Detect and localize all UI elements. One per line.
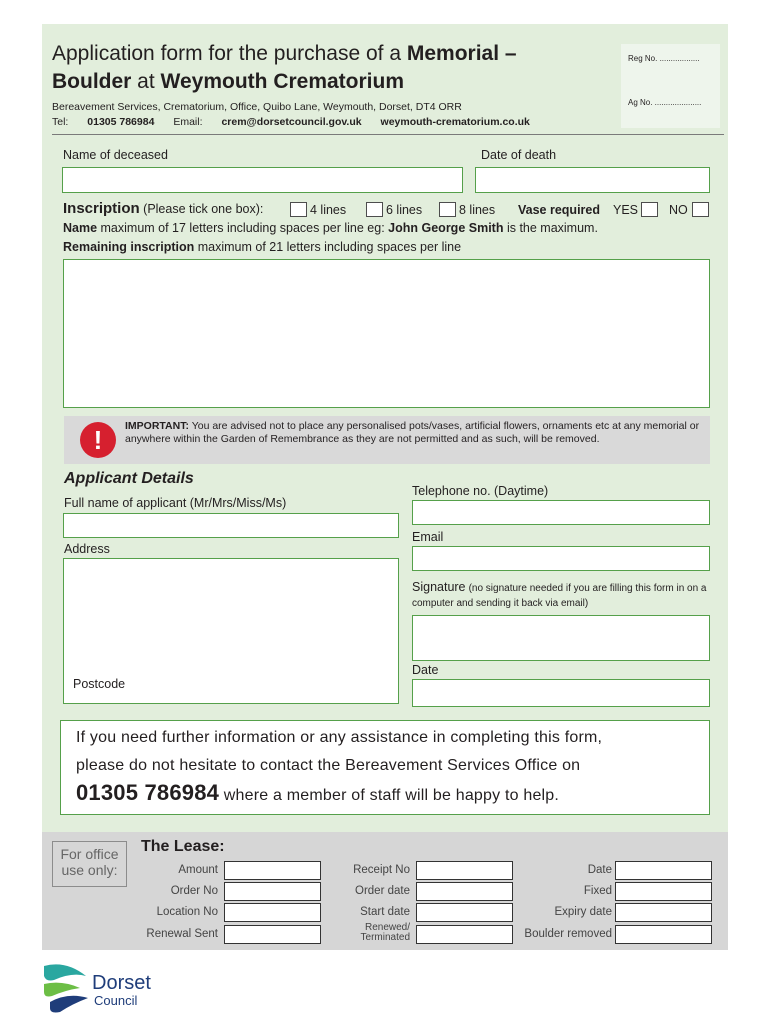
email-field[interactable]	[412, 546, 710, 571]
help-phone: 01305 786984	[76, 780, 220, 805]
order-date-label: Order date	[355, 885, 410, 897]
alert-icon: !	[80, 422, 116, 458]
help-line-1: If you need further information or any assistance in completing this form,	[76, 729, 603, 746]
inscription-textarea[interactable]	[63, 259, 710, 408]
renewal-sent-label: Renewal Sent	[146, 928, 218, 940]
renewed-terminated-field[interactable]	[416, 925, 513, 944]
logo-name: Dorset	[92, 972, 151, 994]
logo-sub: Council	[94, 993, 138, 1008]
order-date-field[interactable]	[416, 882, 513, 901]
boulder-removed-label: Boulder removed	[524, 928, 612, 940]
date-label: Date	[412, 663, 439, 677]
office-use-tag: For office use only:	[52, 841, 127, 887]
important-text: IMPORTANT: You are advised not to place any personalised pots/vases, artificial flowers, ornaments etc at any memorial or anywhere within the Garden of Remembrance as they are not permitted and as such, will be removed.	[125, 420, 700, 445]
fixed-label: Fixed	[583, 885, 612, 897]
option-4-lines-label: 4 lines	[310, 203, 347, 217]
address-label: Address	[64, 542, 110, 556]
location-no-label: Location No	[156, 906, 218, 918]
expiry-date-label: Expiry date	[554, 906, 612, 918]
checkbox-8-lines[interactable]	[439, 202, 456, 217]
vase-no-label: NO	[669, 203, 688, 217]
start-date-label: Start date	[360, 906, 410, 918]
postcode-label: Postcode	[73, 677, 126, 691]
reference-box	[621, 44, 720, 128]
email-link[interactable]: crem@dorsetcouncil.gov.uk	[221, 116, 362, 128]
boulder-removed-field[interactable]	[615, 925, 712, 944]
fixed-field[interactable]	[615, 882, 712, 901]
signature-field[interactable]	[412, 615, 710, 661]
expiry-date-field[interactable]	[615, 903, 712, 922]
option-8-lines-label: 8 lines	[459, 203, 496, 217]
office-address: Bereavement Services, Crematorium, Office, Quibo Lane, Weymouth, Dorset, DT4 ORR	[52, 101, 462, 113]
amount-label: Amount	[178, 864, 218, 876]
office-date-label: Date	[587, 864, 612, 876]
vase-required-label: Vase required	[518, 203, 600, 217]
inscription-heading: Inscription (Please tick one box):	[63, 200, 264, 217]
full-name-label: Full name of applicant (Mr/Mrs/Miss/Ms)	[64, 496, 287, 510]
checkbox-vase-yes[interactable]	[641, 202, 658, 217]
receipt-no-label: Receipt No	[353, 864, 410, 876]
vase-yes-label: YES	[613, 203, 639, 217]
lease-heading: The Lease:	[141, 838, 225, 855]
office-date-field[interactable]	[615, 861, 712, 880]
checkbox-vase-no[interactable]	[692, 202, 709, 217]
help-box	[60, 720, 710, 815]
form-title: Application form for the purchase of a Memorial – Boulder at Weymouth Crematorium	[52, 42, 517, 93]
deceased-name-label: Name of deceased	[63, 148, 168, 162]
applicant-heading: Applicant Details	[64, 470, 194, 487]
renewed-terminated-label: Renewed/ Terminated	[360, 922, 410, 943]
location-no-field[interactable]	[224, 903, 321, 922]
divider	[52, 134, 724, 135]
renewal-sent-field[interactable]	[224, 925, 321, 944]
amount-field[interactable]	[224, 861, 321, 880]
help-line-2: please do not hesitate to contact the Bereavement Services Office on	[76, 757, 581, 774]
full-name-field[interactable]	[63, 513, 399, 538]
order-no-field[interactable]	[224, 882, 321, 901]
contact-line: Tel: 01305 786984 Email: crem@dorsetcouncil.gov.uk weymouth-crematorium.co.uk	[52, 116, 530, 128]
signature-label: Signature (no signature needed if you are filling this form in on a computer and sending it back via email)	[412, 580, 707, 609]
receipt-no-field[interactable]	[416, 861, 513, 880]
date-field[interactable]	[412, 679, 710, 707]
option-6-lines-label: 6 lines	[386, 203, 423, 217]
order-no-label: Order No	[170, 885, 218, 897]
name-rule-text: Name maximum of 17 letters including spaces per line eg: John George Smith is the maximum.	[63, 221, 598, 235]
phone-number: 01305 786984	[87, 116, 155, 128]
date-of-death-label: Date of death	[481, 148, 557, 162]
reg-no: Reg No. ..................	[628, 54, 700, 63]
start-date-field[interactable]	[416, 903, 513, 922]
deceased-name-field[interactable]	[62, 167, 463, 193]
date-of-death-field[interactable]	[475, 167, 710, 193]
email-label: Email	[412, 530, 444, 544]
ag-no: Ag No. .....................	[628, 98, 702, 107]
website-link[interactable]: weymouth-crematorium.co.uk	[380, 116, 530, 128]
remaining-rule-text: Remaining inscription maximum of 21 letters including spaces per line	[63, 240, 462, 254]
checkbox-4-lines[interactable]	[290, 202, 307, 217]
checkbox-6-lines[interactable]	[366, 202, 383, 217]
dorset-council-logo-icon	[42, 962, 90, 1014]
telephone-field[interactable]	[412, 500, 710, 525]
help-line-3: where a member of staff will be happy to help.	[219, 787, 560, 804]
telephone-label: Telephone no. (Daytime)	[412, 484, 549, 498]
